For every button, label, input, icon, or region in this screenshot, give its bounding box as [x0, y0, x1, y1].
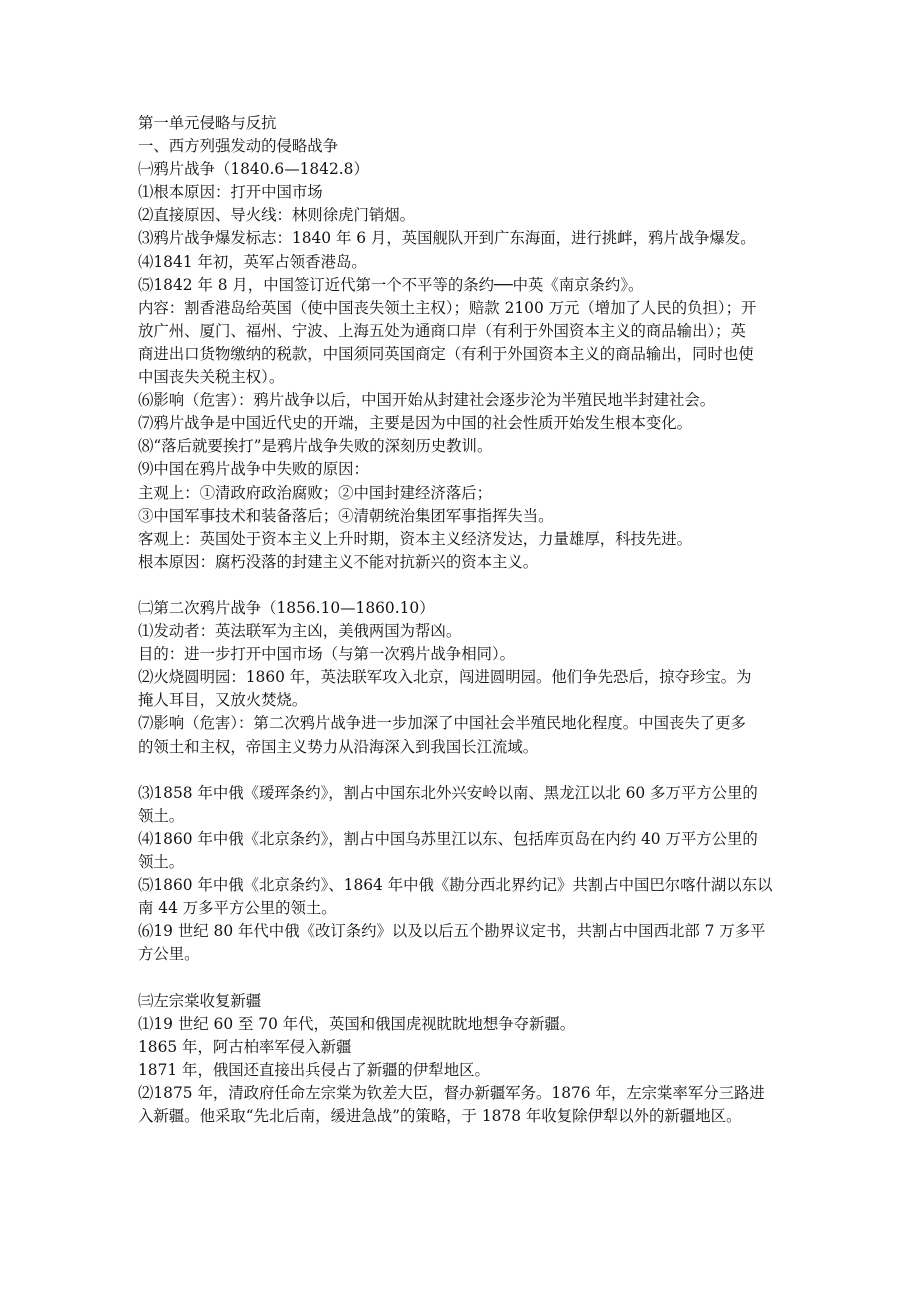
text-line: ⑵火烧圆明园：1860 年，英法联军攻入北京，闯进圆明园。他们争先恐后，掠夺珍宝。为 [138, 668, 752, 687]
text-line: ⑴根本原因：打开中国市场 [138, 183, 323, 202]
text-line: ㈡第二次鸦片战争（1856.10—1860.10） [138, 598, 435, 617]
text-line: ⑴发动者：英法联军为主凶，美俄两国为帮凶。 [138, 622, 462, 641]
text-line: ⑶鸦片战争爆发标志：1840 年 6 月，英国舰队开到广东海面，进行挑衅，鸦片战争爆发。 [138, 229, 756, 248]
text-line: ⑹影响（危害）：鸦片战争以后，中国开始从封建社会逐步沦为半殖民地半封建社会。 [138, 391, 716, 410]
text-line: 第一单元侵略与反抗 [138, 114, 277, 132]
text-line: 商进出口货物缴纳的税款，中国须同英国商定（有利于外国资本主义的商品输出，同时也使 [138, 344, 754, 363]
text-line: ⑹19 世纪 80 年代中俄《改订条约》以及以后五个勘界议定书，共割占中国西北部 7 万多平 [138, 922, 766, 941]
text-line: ⑷1860 年中俄《北京条约》，割占中国乌苏里江以东、包括库页岛在内约 40 万平方公里的 [138, 829, 758, 848]
text-line: ㈠鸦片战争（1840.6—1842.8） [138, 160, 369, 179]
text-line: 主观上：①清政府政治腐败；②中国封建经济落后； [138, 483, 492, 502]
text-line: 领土。 [138, 806, 185, 825]
text-line: 一、西方列强发动的侵略战争 [138, 137, 339, 156]
text-line: 内容：割香港岛给英国（使中国丧失领土主权）；赔款 2100 万元（增加了人民的负担）；开 [138, 298, 757, 317]
text-line: 的领土和主权，帝国主义势力从沿海深入到我国长江流域。 [138, 737, 539, 756]
text-line: 放广州、厦门、福州、宁波、上海五处为通商口岸（有利于外国资本主义的商品输出）；英 [138, 321, 746, 340]
text-line: ⑸1860 年中俄《北京条约》、1864 年中俄《勘分西北界约记》共割占中国巴尔喀什湖以东以 [138, 876, 773, 895]
text-line: ⑺影响（危害）：第二次鸦片战争进一步加深了中国社会半殖民地化程度。中国丧失了更多 [138, 714, 746, 733]
text-line: 根本原因：腐朽没落的封建主义不能对抗新兴的资本主义。 [138, 552, 539, 571]
text-line: ⑵直接原因、导火线：林则徐虎门销烟。 [138, 206, 416, 225]
text-line: ③中国军事技术和装备落后；④清朝统治集团军事指挥失当。 [138, 506, 554, 525]
text-line: ⑸1842 年 8 月，中国签订近代第一个不平等的条约──中英《南京条约》。 [138, 275, 644, 294]
text-line: ⑵1875 年，清政府任命左宗棠为钦差大臣，督办新疆军务。1876 年，左宗棠率军分三路进 [138, 1083, 765, 1102]
text-line: 南 44 万多平方公里的领土。 [138, 899, 337, 918]
text-line: 中国丧失关税主权）。 [138, 368, 285, 387]
blank-line [138, 574, 786, 597]
text-line: 入新疆。他采取“先北后南，缓进急战”的策略，于 1878 年收复除伊犁以外的新疆地区。 [138, 1107, 742, 1126]
text-line: ⑺鸦片战争是中国近代史的开端，主要是因为中国的社会性质开始发生根本变化。 [138, 414, 693, 433]
text-line: ⑷1841 年初，英军占领香港岛。 [138, 252, 367, 271]
text-line: ⑶1858 年中俄《瑷珲条约》，割占中国东北外兴安岭以南、黑龙江以北 60 多万平方公里的 [138, 783, 758, 802]
blank-line [138, 759, 786, 782]
text-line: 方公里。 [138, 945, 200, 964]
text-line: ⑻“落后就要挨打”是鸦片战争失败的深刻历史教训。 [138, 437, 493, 456]
text-line: ⑴19 世纪 60 至 70 年代，英国和俄国虎视眈眈地想争夺新疆。 [138, 1014, 576, 1033]
text-line: ㈢左宗棠收复新疆 [138, 991, 262, 1010]
text-line: 客观上：英国处于资本主义上升时期，资本主义经济发达，力量雄厚，科技先进。 [138, 529, 693, 548]
text-line: 领土。 [138, 853, 185, 871]
text-line: 目的：进一步打开中国市场（与第一次鸦片战争相同）。 [138, 645, 516, 664]
text-line: 1871 年，俄国还直接出兵侵占了新疆的伊犁地区。 [138, 1060, 490, 1079]
text-line: 1865 年，阿古柏率军侵入新疆 [138, 1037, 352, 1056]
document-page [138, 112, 786, 1128]
text-line: 掩人耳目，又放火焚烧。 [138, 691, 308, 710]
text-line: ⑼中国在鸦片战争中失败的原因： [138, 460, 369, 479]
blank-line [138, 966, 786, 989]
